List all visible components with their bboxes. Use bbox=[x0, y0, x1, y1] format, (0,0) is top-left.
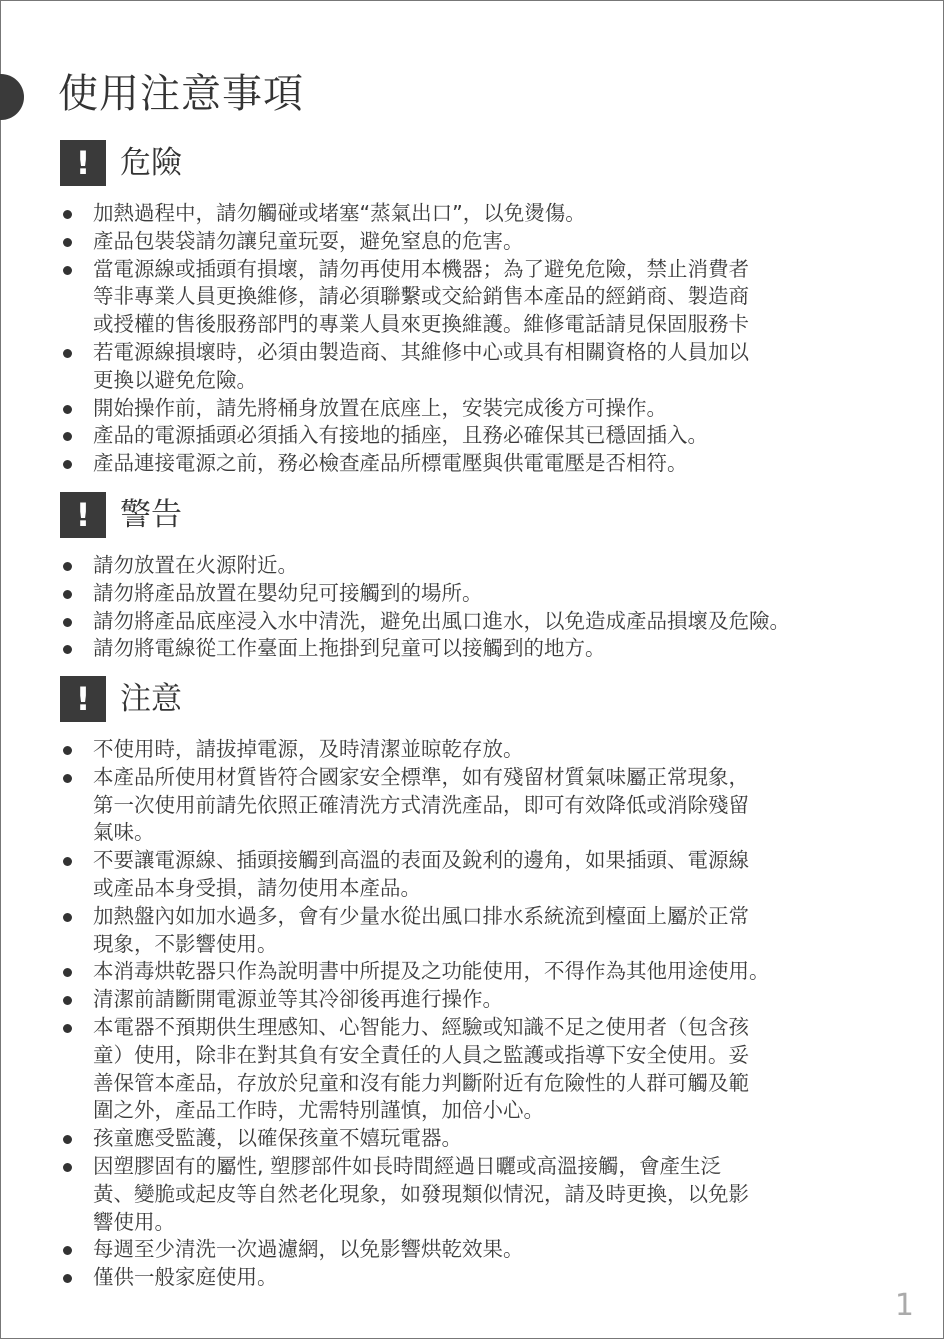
section-caution-header bbox=[60, 676, 182, 722]
list-item: 清潔前請斷開電源並等其冷卻後再進行操作。 bbox=[60, 986, 900, 1014]
bullet-icon bbox=[63, 562, 72, 571]
list-item: 本電器不預期供生理感知、心智能力、經驗或知識不足之使用者（包含孩 童）使用，除非在對其負有安全責任的人員之監護或指導下安全使用。妥 善保管本產品，存放於兒童和沒有能力判斷附近有危險性的人群可觸及範 圍之外，產品工作時，尤需特別謹慎，加倍小心。 bbox=[60, 1014, 900, 1125]
bullet-icon bbox=[63, 266, 72, 275]
exclamation-icon: ! bbox=[60, 676, 106, 722]
page-title: 使用注意事項 bbox=[58, 71, 304, 117]
list-item: 僅供一般家庭使用。 bbox=[60, 1264, 900, 1292]
bullet-icon bbox=[63, 857, 72, 866]
list-item: 不要讓電源線、插頭接觸到高溫的表面及銳利的邊角，如果插頭、電源線 或產品本身受損，請勿使用本產品。 bbox=[60, 847, 900, 903]
section-title: 注意 bbox=[120, 681, 182, 717]
bullet-icon bbox=[63, 590, 72, 599]
bullet-icon bbox=[63, 460, 72, 469]
section-title: 警告 bbox=[120, 497, 182, 533]
caution-list bbox=[60, 736, 900, 1292]
list-item: 產品包裝袋請勿讓兒童玩耍，避免窒息的危害。 bbox=[60, 228, 900, 256]
danger-list bbox=[60, 200, 900, 478]
bullet-icon bbox=[63, 1163, 72, 1172]
list-item: 產品的電源插頭必須插入有接地的插座，且務必確保其已穩固插入。 bbox=[60, 422, 900, 450]
list-item: 加熱盤內如加水過多，會有少量水從出風口排水系統流到檯面上屬於正常 現象，不影響使用。 bbox=[60, 903, 900, 959]
bullet-icon bbox=[63, 1246, 72, 1255]
bullet-icon bbox=[63, 405, 72, 414]
bullet-icon bbox=[63, 913, 72, 922]
bullet-icon bbox=[63, 1274, 72, 1283]
section-title: 危險 bbox=[120, 145, 182, 181]
list-item: 請勿將電線從工作臺面上拖掛到兒童可以接觸到的地方。 bbox=[60, 635, 900, 663]
list-item: 請勿將產品放置在嬰幼兒可接觸到的場所。 bbox=[60, 580, 900, 608]
list-item: 當電源線或插頭有損壞，請勿再使用本機器；為了避免危險，禁止消費者 等非專業人員更換維修，請必須聯繫或交給銷售本產品的經銷商、製造商 或授權的售後服務部門的專業人員來更換維護。維修電話請見保固服務卡 bbox=[60, 256, 900, 339]
list-item: 本消毒烘乾器只作為說明書中所提及之功能使用，不得作為其他用途使用。 bbox=[60, 958, 900, 986]
list-item: 請勿將產品底座浸入水中清洗，避免出風口進水，以免造成產品損壞及危險。 bbox=[60, 608, 900, 636]
list-item: 若電源線損壞時，必須由製造商、其維修中心或具有相關資格的人員加以 更換以避免危險。 bbox=[60, 339, 900, 395]
list-item: 加熱過程中，請勿觸碰或堵塞“蒸氣出口”，以免燙傷。 bbox=[60, 200, 900, 228]
bullet-icon bbox=[63, 746, 72, 755]
list-item: 孩童應受監護，以確保孩童不嬉玩電器。 bbox=[60, 1125, 900, 1153]
warning-list bbox=[60, 552, 900, 663]
bullet-icon bbox=[63, 432, 72, 441]
bullet-icon bbox=[63, 618, 72, 627]
exclamation-icon: ! bbox=[60, 492, 106, 538]
list-item: 產品連接電源之前，務必檢查產品所標電壓與供電電壓是否相符。 bbox=[60, 450, 900, 478]
list-item: 開始操作前，請先將桶身放置在底座上，安裝完成後方可操作。 bbox=[60, 395, 900, 423]
list-item: 因塑膠固有的屬性, 塑膠部件如長時間經過日曬或高溫接觸，會產生泛 黃、變脆或起皮等自然老化現象，如發現類似情況，請及時更換，以免影 響使用。 bbox=[60, 1153, 900, 1236]
bullet-icon bbox=[63, 349, 72, 358]
list-item: 本產品所使用材質皆符合國家安全標準，如有殘留材質氣味屬正常現象， 第一次使用前請先依照正確清洗方式清洗產品，即可有效降低或消除殘留 氣味。 bbox=[60, 764, 900, 847]
bullet-icon bbox=[63, 774, 72, 783]
bullet-icon bbox=[63, 210, 72, 219]
list-item: 每週至少清洗一次過濾網，以免影響烘乾效果。 bbox=[60, 1236, 900, 1264]
list-item: 不使用時，請拔掉電源，及時清潔並晾乾存放。 bbox=[60, 736, 900, 764]
bullet-icon bbox=[63, 996, 72, 1005]
section-danger-header bbox=[60, 140, 182, 186]
bullet-icon bbox=[63, 238, 72, 247]
section-warning-header bbox=[60, 492, 182, 538]
bullet-icon bbox=[63, 1135, 72, 1144]
page-number: 1 bbox=[894, 1288, 914, 1323]
bullet-icon bbox=[63, 1024, 72, 1033]
bullet-icon bbox=[63, 968, 72, 977]
exclamation-icon: ! bbox=[60, 140, 106, 186]
list-item: 請勿放置在火源附近。 bbox=[60, 552, 900, 580]
bullet-icon bbox=[63, 645, 72, 654]
